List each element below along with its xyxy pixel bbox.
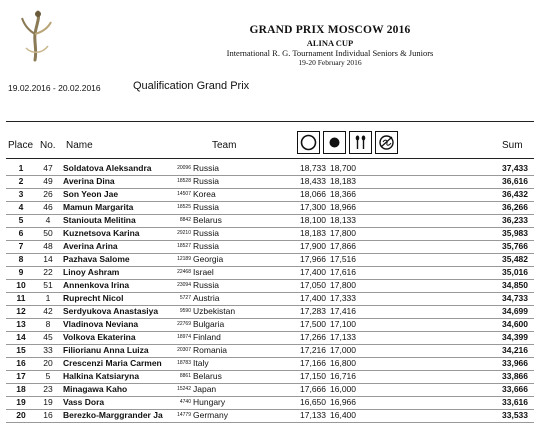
score-2-cell: 17,100 (330, 319, 356, 329)
fig-id-cell: 20307 (177, 347, 191, 353)
score-1-cell: 17,900 (300, 241, 326, 251)
results-subtitle: Qualification Grand Prix (133, 80, 250, 92)
sum-cell: 33,966 (502, 358, 528, 368)
athlete-name-cell: Halkina Katsiaryna (63, 371, 140, 381)
place-cell: 10 (16, 280, 26, 290)
fig-id-cell: 18528 (177, 178, 191, 184)
sum-cell: 36,432 (502, 189, 528, 199)
start-number-cell: 46 (43, 202, 53, 212)
score-2-cell: 17,616 (330, 267, 356, 277)
sum-cell: 36,266 (502, 202, 528, 212)
sum-cell: 34,216 (502, 345, 528, 355)
score-2-cell: 17,133 (330, 332, 356, 342)
athlete-name-cell: Linoy Ashram (63, 267, 120, 277)
sum-cell: 33,866 (502, 371, 528, 381)
score-1-cell: 17,666 (300, 384, 326, 394)
score-2-cell: 17,416 (330, 306, 356, 316)
athlete-name-cell: Vladinova Neviana (63, 319, 139, 329)
table-row (0, 214, 540, 227)
team-cell: Russia (193, 228, 219, 238)
clubs-icon (349, 131, 372, 154)
sum-cell: 34,699 (502, 306, 528, 316)
team-cell: Japan (193, 384, 217, 394)
fig-id-cell: 18783 (177, 360, 191, 366)
sum-cell: 35,016 (502, 267, 528, 277)
fig-id-cell: 18525 (177, 204, 191, 210)
place-cell: 18 (16, 384, 26, 394)
row-divider (6, 422, 534, 423)
table-row (0, 162, 540, 175)
athlete-name-cell: Averina Arina (63, 241, 118, 251)
score-2-cell: 17,800 (330, 280, 356, 290)
place-cell: 15 (16, 345, 26, 355)
start-number-cell: 47 (43, 163, 53, 173)
sum-cell: 33,666 (502, 384, 528, 394)
table-row (0, 305, 540, 318)
place-cell: 19 (16, 397, 26, 407)
table-row (0, 396, 540, 409)
score-1-cell: 18,066 (300, 189, 326, 199)
fig-id-cell: 8861 (179, 373, 191, 379)
col-name: Name (66, 140, 93, 151)
table-row (0, 370, 540, 383)
start-number-cell: 22 (43, 267, 53, 277)
score-2-cell: 18,366 (330, 189, 356, 199)
athlete-name-cell: Averina Dina (63, 176, 115, 186)
table-row (0, 318, 540, 331)
table-row (0, 331, 540, 344)
start-number-cell: 20 (43, 358, 53, 368)
team-cell: Bulgaria (193, 319, 225, 329)
place-cell: 14 (16, 332, 26, 342)
col-sum: Sum (502, 140, 523, 151)
place-cell: 12 (16, 306, 26, 316)
sum-cell: 35,983 (502, 228, 528, 238)
start-number-cell: 23 (43, 384, 53, 394)
table-row (0, 240, 540, 253)
score-1-cell: 16,650 (300, 397, 326, 407)
fig-id-cell: 22468 (177, 269, 191, 275)
team-cell: Germany (193, 410, 228, 420)
fig-id-cell: 20096 (177, 165, 191, 171)
event-cup: ALINA CUP (306, 38, 354, 48)
col-team: Team (212, 140, 237, 151)
fig-id-cell: 22769 (177, 321, 191, 327)
top-rule (6, 121, 534, 122)
team-cell: Russia (193, 176, 219, 186)
score-2-cell: 17,333 (330, 293, 356, 303)
table-row (0, 357, 540, 370)
athlete-name-cell: Minagawa Kaho (63, 384, 128, 394)
athlete-name-cell: Annenkova Irina (63, 280, 130, 290)
score-1-cell: 17,500 (300, 319, 326, 329)
athlete-name-cell: Crescenzi Maria Carmen (63, 358, 162, 368)
table-row (0, 292, 540, 305)
header-rule (6, 158, 534, 159)
score-1-cell: 18,733 (300, 163, 326, 173)
athlete-name-cell: Serdyukova Anastasiya (63, 306, 159, 316)
start-number-cell: 16 (43, 410, 53, 420)
fig-id-cell: 23094 (177, 282, 191, 288)
start-number-cell: 26 (43, 189, 53, 199)
sum-cell: 33,533 (502, 410, 528, 420)
team-cell: Israel (193, 267, 214, 277)
table-row (0, 409, 540, 422)
score-1-cell: 17,400 (300, 267, 326, 277)
score-1-cell: 17,216 (300, 345, 326, 355)
score-1-cell: 17,300 (300, 202, 326, 212)
apparatus-icons (297, 131, 401, 154)
sum-cell: 34,399 (502, 332, 528, 342)
sum-cell: 35,482 (502, 254, 528, 264)
fig-id-cell: 18974 (177, 334, 191, 340)
score-1-cell: 17,166 (300, 358, 326, 368)
score-2-cell: 18,700 (330, 163, 356, 173)
score-2-cell: 17,000 (330, 345, 356, 355)
start-number-cell: 19 (43, 397, 53, 407)
table-row (0, 188, 540, 201)
ball-icon (323, 131, 346, 154)
athlete-name-cell: Kuznetsova Karina (63, 228, 140, 238)
team-cell: Georgia (193, 254, 224, 264)
score-1-cell: 18,183 (300, 228, 326, 238)
sum-cell: 34,600 (502, 319, 528, 329)
place-cell: 8 (18, 254, 24, 264)
gymnast-logo (18, 8, 54, 64)
score-2-cell: 18,183 (330, 176, 356, 186)
athlete-name-cell: Son Yeon Jae (63, 189, 119, 199)
place-cell: 20 (16, 410, 26, 420)
start-number-cell: 4 (45, 215, 51, 225)
team-cell: Finland (193, 332, 221, 342)
score-1-cell: 17,050 (300, 280, 326, 290)
table-row (0, 344, 540, 357)
place-cell: 11 (16, 293, 26, 303)
period-dates: 19.02.2016 - 20.02.2016 (8, 83, 101, 93)
team-cell: Romania (193, 345, 228, 355)
fig-id-cell: 9590 (179, 308, 191, 314)
table-row (0, 266, 540, 279)
table-row (0, 175, 540, 188)
score-2-cell: 16,400 (330, 410, 356, 420)
team-cell: Hungary (193, 397, 226, 407)
place-cell: 1 (18, 163, 24, 173)
score-1-cell: 17,133 (300, 410, 326, 420)
athlete-name-cell: Pazhava Salome (63, 254, 130, 264)
score-1-cell: 18,433 (300, 176, 326, 186)
start-number-cell: 42 (43, 306, 53, 316)
score-1-cell: 17,150 (300, 371, 326, 381)
ribbon-icon (375, 131, 398, 154)
athlete-name-cell: Ruprecht Nicol (63, 293, 124, 303)
team-cell: Russia (193, 280, 219, 290)
score-2-cell: 17,800 (330, 228, 356, 238)
fig-id-cell: 15242 (177, 386, 191, 392)
start-number-cell: 45 (43, 332, 53, 342)
event-tournament: International R. G. Tournament Individual Seniors & Juniors (226, 48, 434, 58)
start-number-cell: 48 (43, 241, 53, 251)
team-cell: Korea (193, 189, 216, 199)
event-title: GRAND PRIX MOSCOW 2016 (249, 24, 411, 36)
score-2-cell: 17,516 (330, 254, 356, 264)
score-1-cell: 18,100 (300, 215, 326, 225)
fig-id-cell: 14779 (177, 412, 191, 418)
score-1-cell: 17,966 (300, 254, 326, 264)
start-number-cell: 50 (43, 228, 53, 238)
place-cell: 6 (18, 228, 24, 238)
sum-cell: 34,850 (502, 280, 528, 290)
fig-id-cell: 4740 (179, 399, 191, 405)
team-cell: Austria (193, 293, 220, 303)
sum-cell: 34,733 (502, 293, 528, 303)
place-cell: 17 (16, 371, 26, 381)
fig-id-cell: 8842 (179, 217, 191, 223)
place-cell: 9 (18, 267, 24, 277)
event-dates: 19-20 February 2016 (298, 58, 362, 67)
score-2-cell: 16,716 (330, 371, 356, 381)
athlete-name-cell: Mamun Margarita (63, 202, 134, 212)
start-number-cell: 14 (43, 254, 53, 264)
team-cell: Italy (193, 358, 209, 368)
sum-cell: 37,433 (502, 163, 528, 173)
start-number-cell: 33 (43, 345, 53, 355)
place-cell: 7 (18, 241, 24, 251)
team-cell: Russia (193, 163, 219, 173)
athlete-name-cell: Volkova Ekaterina (63, 332, 136, 342)
fig-id-cell: 18527 (177, 243, 191, 249)
fig-id-cell: 14507 (177, 191, 191, 197)
start-number-cell: 1 (45, 293, 51, 303)
score-2-cell: 16,966 (330, 397, 356, 407)
table-row (0, 227, 540, 240)
athlete-name-cell: Soldatova Aleksandra (63, 163, 152, 173)
score-2-cell: 18,133 (330, 215, 356, 225)
score-2-cell: 16,800 (330, 358, 356, 368)
sum-cell: 36,616 (502, 176, 528, 186)
place-cell: 3 (18, 189, 24, 199)
col-no: No. (40, 140, 56, 151)
table-row (0, 253, 540, 266)
table-row (0, 279, 540, 292)
fig-id-cell: 29210 (177, 230, 191, 236)
hoop-icon (297, 131, 320, 154)
score-1-cell: 17,283 (300, 306, 326, 316)
fig-id-cell: 12189 (177, 256, 191, 262)
team-cell: Uzbekistan (193, 306, 236, 316)
score-1-cell: 17,266 (300, 332, 326, 342)
team-cell: Belarus (193, 215, 222, 225)
athlete-name-cell: Staniouta Melitina (63, 215, 136, 225)
start-number-cell: 51 (43, 280, 53, 290)
fig-id-cell: 5727 (179, 295, 191, 301)
team-cell: Belarus (193, 371, 222, 381)
score-2-cell: 17,866 (330, 241, 356, 251)
score-2-cell: 18,966 (330, 202, 356, 212)
athlete-name-cell: Berezko-Marggrander Ja (63, 410, 163, 420)
col-place: Place (8, 140, 34, 151)
start-number-cell: 49 (43, 176, 53, 186)
score-1-cell: 17,400 (300, 293, 326, 303)
place-cell: 5 (18, 215, 24, 225)
table-row (0, 201, 540, 214)
athlete-name-cell: Filiorianu Anna Luiza (63, 345, 149, 355)
place-cell: 13 (16, 319, 26, 329)
start-number-cell: 8 (45, 319, 51, 329)
team-cell: Russia (193, 202, 219, 212)
table-row (0, 383, 540, 396)
place-cell: 4 (18, 202, 24, 212)
place-cell: 16 (16, 358, 26, 368)
sum-cell: 33,616 (502, 397, 528, 407)
sum-cell: 36,233 (502, 215, 528, 225)
place-cell: 2 (18, 176, 24, 186)
athlete-name-cell: Vass Dora (63, 397, 105, 407)
team-cell: Russia (193, 241, 219, 251)
score-2-cell: 16,000 (330, 384, 356, 394)
sum-cell: 35,766 (502, 241, 528, 251)
start-number-cell: 5 (45, 371, 51, 381)
